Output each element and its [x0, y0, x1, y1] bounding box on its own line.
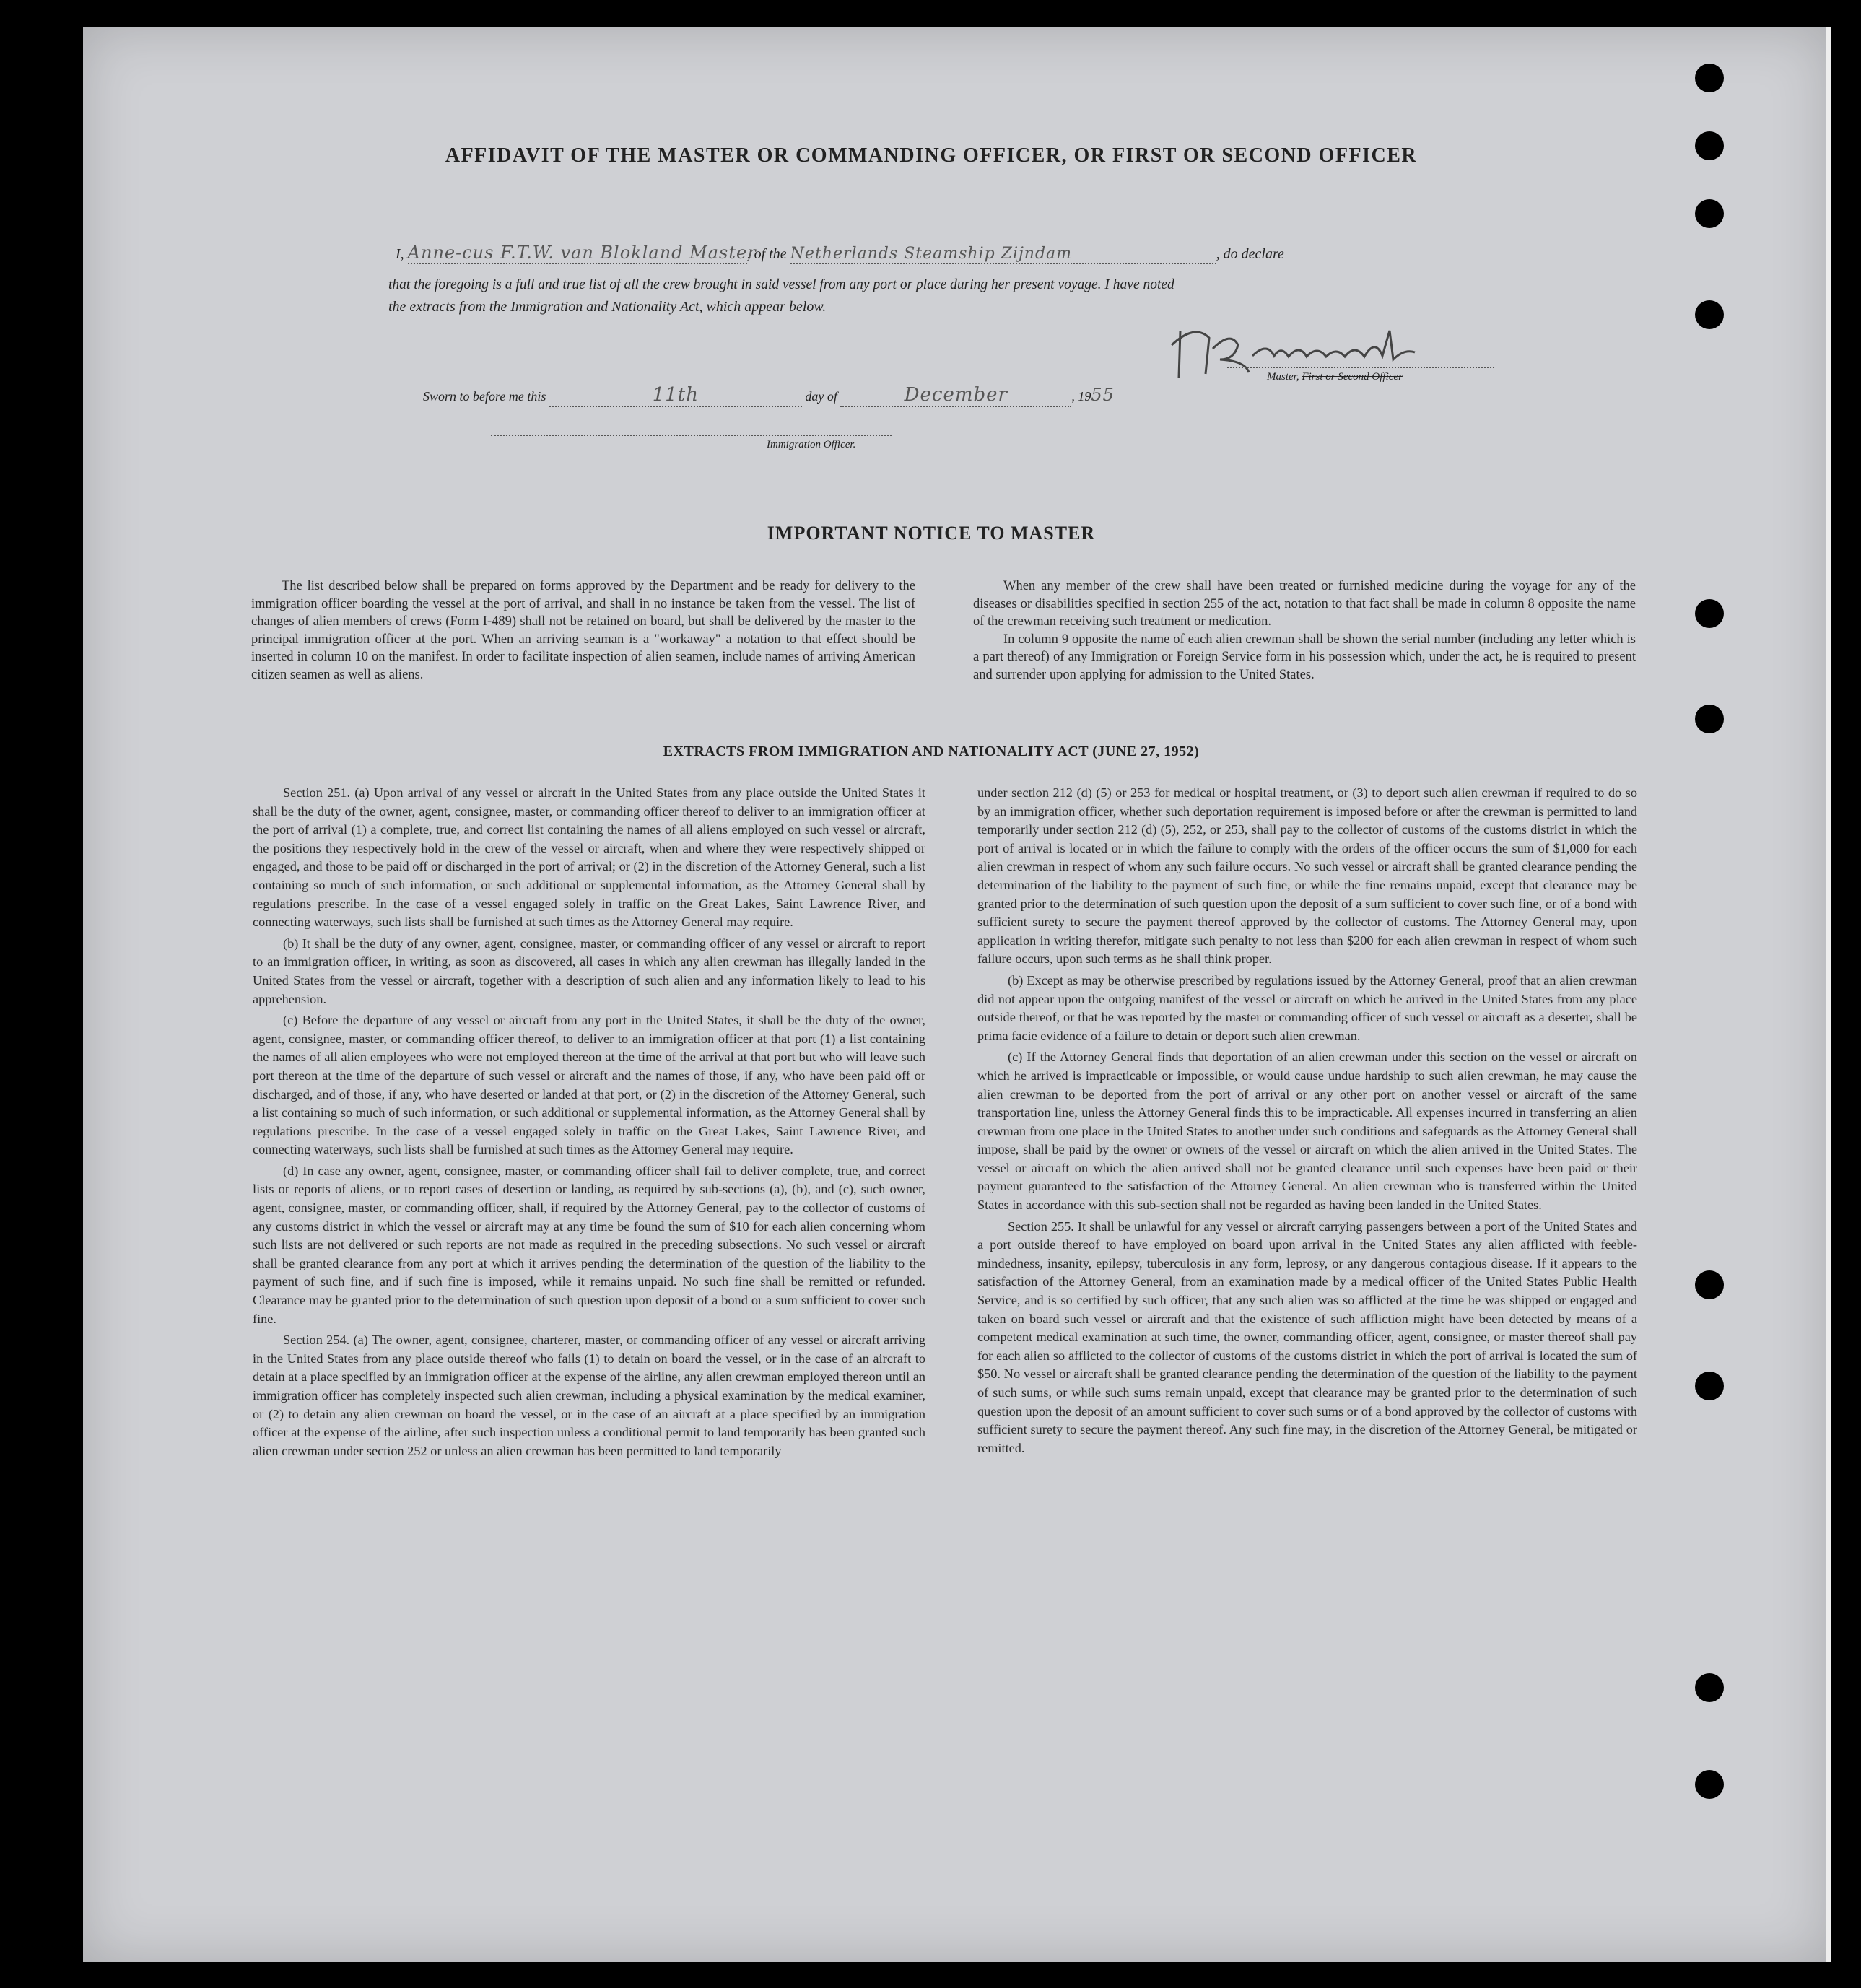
day-of-text: day of: [805, 389, 837, 404]
notice-right-paragraph: When any member of the crew shall have been treated or furnished medicine during the voyage for any of the diseases or disabilities specified in section 255 of the act, notation to that fact shall be made in column 8 opposite the name of the crewman receiving such treatment or medication.: [973, 579, 1636, 629]
of-the-text: , of the: [746, 246, 787, 262]
punch-hole: [1695, 131, 1724, 160]
notice-left-paragraph: The list described below shall be prepared on forms approved by the Department and be ready for delivery to the immigration officer boarding the vessel at the port of arrival, and shall in no instance be taken from the vessel. The list of changes of alien members of crews (Form I-489) shall not be retained on board, but shall be delivered by the master to the principal immigration officer at the port. When an arriving seaman is a "workaway" a notation to that effect should be inserted in column 10 on the manifest. In order to facilitate inspection of alien seamen, include names of arriving American citizen seamen as well as aliens.: [251, 579, 915, 682]
punch-hole: [1695, 64, 1724, 92]
sworn-year-handwritten: 55: [1091, 385, 1115, 405]
section-251-d: (d) In case any owner, agent, consignee, master, or commanding officer shall fail to deliver complete, true, and correct lists or reports of aliens, or to report cases of desertion or landing, as required by sub-sections (a), (b), and (c), such owner, agent, consignee, master, or commanding officer, shall, if required by the Attorney General, pay to the collector of customs of any customs district in which the vessel or aircraft may at any time be found the sum of $10 for each alien concerning whom such lists are not delivered or such reports are not made as required in the preceding subsections. No such vessel or aircraft shall be granted clearance from any port at which it arrives pending the determination of the question of the liability to the payment of such fine, and if such fine is imposed, while it remains unpaid. No such fine shall be remitted or refunded. Clearance may be granted prior to the determination of such question upon deposit of a bond or a sum sufficient to cover such fine.: [253, 1163, 925, 1326]
notice-right-column: [973, 577, 1636, 684]
extracts-title: EXTRACTS FROM IMMIGRATION AND NATIONALITY ACT (JUNE 27, 1952): [663, 744, 1200, 759]
punch-hole: [1695, 599, 1724, 628]
master-name-handwritten: Anne-cus F.T.W. van Blokland: [407, 243, 684, 263]
section-254-a: Section 254. (a) The owner, agent, consignee, charterer, master, or commanding officer of any vessel or aircraft arriving in the United States from any place outside thereof who fails (1) to detain on board the vessel, or in the case of an aircraft to detain at a place specified by an immigration officer at the expense of the airline, any alien crewman employed thereon until an immigration officer has completely inspected such alien crewman, including a physical examination by the medical examiner, or (2) to detain any alien crewman on board the vessel, or in the case of an aircraft at a place specified by an immigration officer at the expense of the airline, after such inspection unless a conditional permit to land temporarily has been granted such alien crewman under section 252 or unless an alien crewman has been permitted to land temporarily: [253, 1333, 925, 1458]
affidavit-line-1: [396, 243, 1284, 264]
punch-hole: [1695, 705, 1724, 733]
sworn-month-field: December: [840, 384, 1071, 407]
caption-master: Master,: [1267, 371, 1299, 383]
master-title-handwritten: Master: [689, 243, 757, 263]
signature-line: [1227, 367, 1494, 368]
sworn-prefix: Sworn to before me this: [423, 389, 546, 404]
extracts-right-column: [977, 784, 1637, 1457]
sworn-day-field: 11th: [549, 384, 802, 407]
punch-hole: [1695, 199, 1724, 228]
punch-hole: [1695, 1673, 1724, 1702]
affidavit-title: AFFIDAVIT OF THE MASTER OR COMMANDING OFFICER, OR FIRST OR SECOND OFFICER: [445, 144, 1418, 167]
master-name-field: [407, 243, 757, 264]
section-254-a-continued: under section 212 (d) (5) or 253 for medical or hospital treatment, or (3) to deport such alien crewman if required to do so by an immigration officer, whether such deportation requirement is imposed before or after the crewman is permitted to land temporarily under section 212 (d) (5), 252, or 253, shall pay to the collector of customs of the customs district in which the port of arrival is located or in which the failure to comply with the orders of the officer occurs the sum of $1,000 for each alien crewman in respect of whom any such failure occurs. No such vessel or aircraft shall be granted clearance pending the determination of the liability to the payment of such fine, or while the fine remains unpaid, except that clearance may be granted prior to the determination of such question upon the deposit of a sum sufficient to cover such fine, or of a bond with sufficient surety to secure the payment thereof approved by the collector of customs. The Attorney General may, upon application in writing therefor, mitigate such penalty to not less than $200 for each alien crewman in respect of whom such failure occurs, upon such terms as he shall think proper.: [977, 785, 1637, 967]
officer-signature-line: [491, 435, 892, 436]
section-254-b: (b) Except as may be otherwise prescribed by regulations issued by the Attorney General, proof that an alien crewman did not appear upon the outgoing manifest of the vessel or aircraft on which he arrived in the United States from any place outside thereof, or that he was reported by the master or commanding officer of such vessel or aircraft as a deserter, shall be prima facie evidence of a failure to detain or deport such alien crewman.: [977, 972, 1637, 1043]
section-251-a: Section 251. (a) Upon arrival of any vessel or aircraft in the United States from any place outside the United States it shall be the duty of the owner, agent, consignee, master, or commanding officer thereof to deliver to an immigration officer at the port of arrival (1) a complete, true, and correct list containing the names of all aliens employed on such vessel or aircraft, the positions they respectively hold in the crew of the vessel or aircraft, when and where they were respectively shipped or engaged, and those to be paid off or discharged in the port of arrival; or (2) in the discretion of the Attorney General, such a list containing so much of such information, or such additional or supplemental information, as the Attorney General shall by regulations prescribe. In the case of a vessel engaged solely in traffic on the Great Lakes, Saint Lawrence River, and connecting waterways, such lists shall be furnished at such times as the Attorney General may require.: [253, 785, 925, 930]
officer-caption: Immigration Officer.: [767, 439, 856, 450]
notice-right-paragraph: In column 9 opposite the name of each alien crewman shall be shown the serial number (including any letter which is a part thereof) of any Immigration or Foreign Service form in his possession which, under the act, he is required to present and surrender upon applying for admission to the United States.: [973, 632, 1636, 682]
signature-caption: [1267, 371, 1403, 383]
punch-hole: [1695, 1270, 1724, 1299]
sworn-line: [423, 384, 1115, 407]
section-255: Section 255. It shall be unlawful for any vessel or aircraft carrying passengers between a port of the United States and a port outside thereof to have employed on board upon arrival in the United States any alien afflicted with feeble-mindedness, insanity, epilepsy, tuberculosis in any form, leprosy, or any dangerous contagious disease. If it appears to the satisfaction of the Attorney General, from an examination made by a medical officer of the United States Public Health Service, and is so certified by such officer, that any such alien was so afflicted at the time he was shipped or engaged and taken on board such vessel or aircraft and that the existence of such affliction might have been detected by means of a competent medical examination at such time, the owner, commanding officer, agent, consignee, or master thereof shall pay for each alien so afflicted to the collector of customs of the customs district in which the port of arrival is located the sum of $50. No vessel or aircraft shall be granted clearance pending the determination of the question of the liability to the payment of such sums, or while such sums remain unpaid, except that clearance may be granted prior to the determination of such question upon the deposit of an amount sufficient to cover such sums or of a bond approved by the collector of customs with sufficient surety to secure the payment thereof. Any such fine may, in the discretion of the Attorney General, be mitigated or remitted.: [977, 1218, 1637, 1455]
section-251-c: (c) Before the departure of any vessel or aircraft from any port in the United States, it shall be the duty of the owner, agent, consignee, master, or commanding officer thereof, to deliver to an immigration officer at that port (1) a list containing the names of all alien employees who were not employed thereon at the time of the arrival at that port but who will leave such port thereon at the time of the departure of such vessel or aircraft and the names of those, if any, who have been paid off or discharged, and of those, if any, who have deserted or landed at that port, or (2) in the discretion of the Attorney General, such a list containing so much of such information, or such additional or supplemental information, as the Attorney General shall by regulations prescribe. In the case of a vessel engaged solely in traffic on the Great Lakes, Saint Lawrence River, and connecting waterways, such lists shall be furnished at such times as the Attorney General may require.: [253, 1013, 925, 1157]
page-edge: [1826, 27, 1831, 1962]
affidavit-line-2: that the foregoing is a full and true list of all the crew brought in said vessel from any port or place during her present voyage. I have noted: [388, 277, 1174, 292]
extracts-left-column: [253, 784, 925, 1460]
vessel-name-field: Netherlands Steamship Zijndam: [790, 245, 1216, 264]
section-251-b: (b) It shall be the duty of any owner, agent, consignee, master, or commanding officer of any vessel or aircraft to report to an immigration officer, in writing, as soon as discovered, all cases in which any alien crewman has illegally landed in the United States from the vessel or aircraft, together with a description of such alien and any information likely to lead to his apprehension.: [253, 936, 925, 1006]
punch-hole: [1695, 300, 1724, 329]
year-prefix: , 19: [1071, 389, 1091, 404]
do-declare-text: , do declare: [1216, 246, 1284, 262]
caption-struck-officer: First or Second Officer: [1302, 371, 1403, 383]
section-254-c: (c) If the Attorney General finds that deportation of an alien crewman under this section on the vessel or aircraft on which he arrived is impracticable or impossible, or would cause undue hardship to such alien crewman, he may cause the alien crewman to be deported from the port of arrival or any other port on another vessel or aircraft of the same transportation line, unless the Attorney General finds this to be impracticable. All expenses incurred in transferring an alien crewman from one place in the United States to another under such conditions and safeguards as the Attorney General shall impose, shall be paid by the owner or owners of the vessel or aircraft on which the alien arrived in the United States. The vessel or aircraft on which the alien arrived shall not be granted clearance until such expenses have been paid or their payment guaranteed to the satisfaction of the Attorney General. An alien crewman who is transferred within the United States in accordance with this sub-section shall not be regarded as having been landed in the United States.: [977, 1050, 1637, 1213]
punch-hole: [1695, 1372, 1724, 1400]
affidavit-line-3: the extracts from the Immigration and Nationality Act, which appear below.: [388, 299, 827, 315]
punch-hole: [1695, 1770, 1724, 1799]
notice-title: IMPORTANT NOTICE TO MASTER: [767, 523, 1096, 544]
notice-left-column: [251, 577, 915, 684]
line1-prefix: I,: [396, 246, 404, 262]
